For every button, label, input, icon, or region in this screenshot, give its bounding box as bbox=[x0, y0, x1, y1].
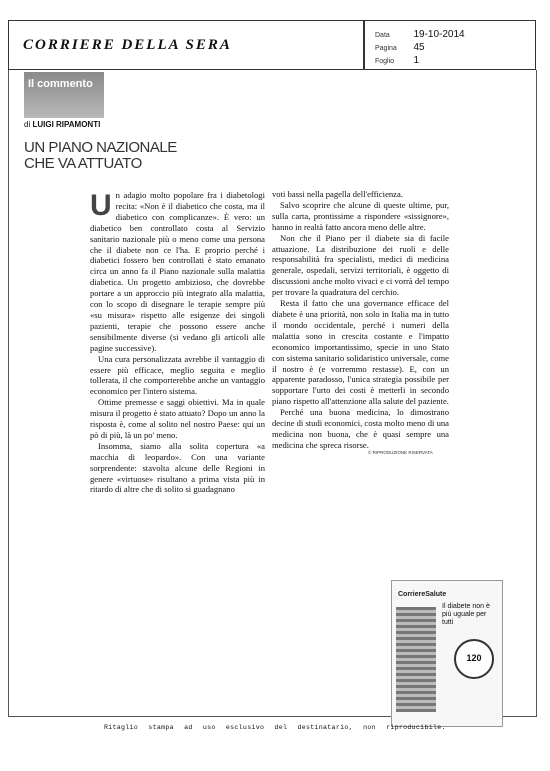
headline-line-2: CHE VA ATTUATO bbox=[24, 155, 142, 172]
drop-cap: U bbox=[90, 189, 112, 222]
glucometer-icon bbox=[454, 639, 494, 679]
frame-right-border bbox=[536, 70, 537, 716]
section-banner bbox=[24, 72, 104, 118]
paragraph: Ottime premesse e saggi obiettivi. Ma in quale misura il progetto è stato attuato? Dopo un anno la risposta è, come al solito nel nostro Paese: qui un pò di più, là un po' meno. bbox=[90, 397, 265, 440]
paragraph: Salvo scoprire che alcune di queste ultime, pur, sulla carta, prontissime a rispondere «sissignore», hanno in realtà fatto ancora meno delle altre. bbox=[272, 199, 449, 232]
meta-page bbox=[375, 39, 425, 52]
paragraph: Resta il fatto che una governance efficace del diabete è una priorità, non solo in Italia ma in tutto il mondo occidentale, perché i numeri della malattia sono in crescita costante e l'impatto economico importantissimo, specie in uno Stato con sistema sanitario solidaristico universale, come il nostro è (e vorremmo restasse). E, con un apparente paradosso, l'unica strategia possibile per sopportare l'urto dei costi è metterli in secondo piano rispetto all'attenzione alla salute del paziente. bbox=[272, 298, 449, 407]
meta-sheet bbox=[375, 52, 419, 65]
article-headline bbox=[24, 140, 244, 172]
frame-left-border bbox=[8, 70, 9, 716]
meta-date-label: Data bbox=[375, 32, 390, 39]
thumbnail-brand: CorriereSalute bbox=[398, 591, 447, 598]
meta-date bbox=[375, 26, 465, 39]
paragraph: Insomma, siamo alla solita copertura «a macchia di leopardo». Con una variante sorprendente: stavolta alcune delle Regioni in genere «virtuose» risultano a prima vista più in ritardo di altre che di solito si guadagnano bbox=[90, 440, 265, 495]
article-column-right bbox=[272, 189, 449, 451]
clipping-metadata bbox=[364, 20, 536, 70]
paragraph: voti bassi nella pagella dell'efficienza. bbox=[272, 189, 403, 199]
meta-sheet-label: Foglio bbox=[375, 58, 395, 65]
section-label: Il commento bbox=[28, 78, 93, 90]
byline bbox=[24, 120, 100, 129]
meta-page-value: 45 bbox=[413, 42, 425, 53]
page-thumbnail bbox=[391, 580, 503, 727]
paragraph: Una cura personalizzata avrebbe il vantaggio di essere più efficace, meglio seguita e meglio tollerata, il che comporterebbe anche un vantaggio economico per l'intero sistema. bbox=[90, 353, 265, 397]
thumbnail-headline: Il diabete non è più uguale per tutti bbox=[442, 603, 490, 626]
meta-date-value: 19-10-2014 bbox=[413, 29, 465, 40]
copyright-note: © RIPRODUZIONE RISERVATA bbox=[368, 450, 433, 455]
author-name: LUIGI RIPAMONTI bbox=[32, 120, 101, 129]
thumbnail-gauge-value: 120 bbox=[466, 653, 482, 663]
clipping-footer-notice: Ritaglio stampa ad uso esclusivo del destinatario, non riproducibile. bbox=[104, 724, 446, 731]
paragraph: Perché una buona medicina, lo dimostrano decine di studi economici, costa molto meno di una medicina non buona, che è quasi sempre una medicina che spreca risorse. bbox=[272, 407, 449, 450]
headline-line-1: UN PIANO NAZIONALE bbox=[24, 139, 177, 156]
article-column-left bbox=[90, 190, 265, 495]
meta-sheet-value: 1 bbox=[413, 55, 420, 66]
newspaper-masthead: CORRIERE DELLA SERA bbox=[23, 37, 232, 53]
byline-prefix: di bbox=[24, 120, 31, 129]
meta-page-label: Pagina bbox=[375, 45, 397, 52]
paragraph bbox=[90, 190, 265, 354]
masthead-box bbox=[8, 20, 364, 70]
paragraph-text: n adagio molto popolare fra i diabetologi recita: «Non è il diabetico che costa, ma il diabetico con complicanze». È vero: un diabetico ben controllato costa al Servizio sanitario nazionale più o meno come una persona che il diabete non ce l'ha. E proprio perché i diabetici fossero ben controllati è stato emanato circa un anno fa il Piano nazionale sulla malattia diabetica. Un progetto ambizioso, che dovrebbe portare a un approccio più integrato alla malattia, con lo scopo di disegnare le terapie sempre più «su misura» rispetto alle esigenze dei singoli pazienti, terapie che possono essere anche sensibilmente diverse (si vedano gli articoli alle pagine successive). bbox=[90, 190, 265, 353]
paragraph: Non che il Piano per il diabete sia di facile attuazione. La distribuzione dei ruoli e delle responsabilità fra specialisti, medici di medicina generale, ospedali, servizi territoriali, è oggetto di discussioni anche molto vivaci e ci vorrà del tempo per trovare la quadratura del cerchio. bbox=[272, 232, 449, 298]
thumbnail-photo bbox=[396, 607, 436, 712]
